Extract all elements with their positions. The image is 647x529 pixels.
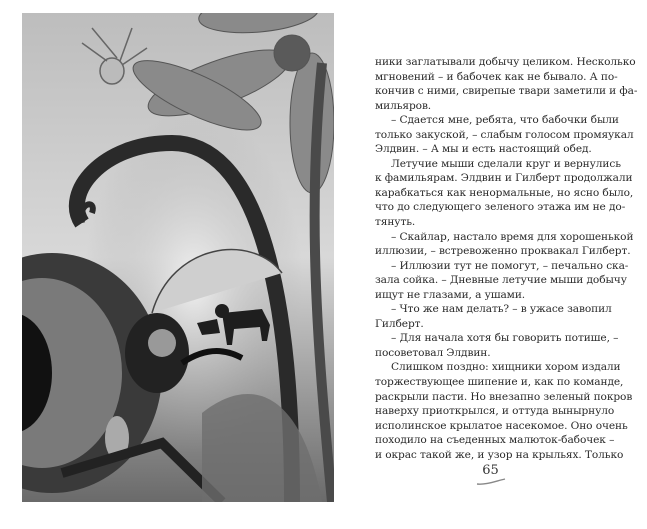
text-line: к фамильярам. Элдвин и Гилберт продолжали xyxy=(375,172,633,185)
text-line: Слишком поздно: хищники хором издали xyxy=(391,361,621,374)
text-line: зала сойка. – Дневные летучие мыши добычу xyxy=(375,274,627,287)
illustration-art xyxy=(22,13,334,502)
text-line: ники заглатывали добычу целиком. Несколько xyxy=(375,56,636,68)
text-line: Летучие мыши сделали круг и вернулись xyxy=(391,157,621,170)
text-line: – Сдается мне, ребята, что бабочки были xyxy=(391,114,619,127)
text-line: мильяров. xyxy=(375,99,432,112)
illustration xyxy=(22,13,334,502)
page-number: 65 xyxy=(482,463,499,478)
text-line: иллюзии, – встревоженно проквакал Гилберт. xyxy=(375,245,631,258)
text-line: наверху приоткрылся, и оттуда вынырнуло xyxy=(375,405,615,418)
text-line: раскрыли пасти. Но внезапно зеленый покров xyxy=(375,390,633,403)
text-line: – Иллюзии тут не помогут, – печально ска- xyxy=(391,259,629,272)
text-line: – Скайлар, настало время для хорошенькой xyxy=(391,230,634,243)
text-line: мгновений – и бабочек как не бывало. А по- xyxy=(375,70,618,83)
text-line: торжествующее шипение и, как по команде, xyxy=(375,376,624,389)
text-line: ищут не глазами, а ушами. xyxy=(375,288,526,301)
text-line: – Что же нам делать? – в ужасе завопил xyxy=(391,303,612,316)
text-line: карабкаться как ненормальные, но ясно было, xyxy=(375,186,634,199)
text-line: только закуской, – слабым голосом промяукал xyxy=(375,128,634,141)
text-line: Гилберт. xyxy=(375,317,424,330)
text-line: тянуть. xyxy=(375,216,416,229)
text-line: и окрас такой же, и узор на крыльях. Только xyxy=(375,448,624,461)
ornament-swoosh-icon xyxy=(476,478,506,486)
text-line: посоветовал Элдвин. xyxy=(375,346,491,359)
text-line: походило на съеденных малюток-бабочек – xyxy=(375,434,615,447)
text-line: кончив с ними, свирепые твари заметили и фа- xyxy=(375,85,638,98)
text-line: что до следующего зеленого этажа им не до- xyxy=(375,201,626,214)
text-line: Элдвин. – А мы и есть настоящий обед. xyxy=(375,143,592,156)
text-line: – Для начала хотя бы говорить потише, – xyxy=(391,332,619,345)
body-text xyxy=(375,55,638,462)
text-line: исполинское крылатое насекомое. Оно очень xyxy=(375,419,628,432)
